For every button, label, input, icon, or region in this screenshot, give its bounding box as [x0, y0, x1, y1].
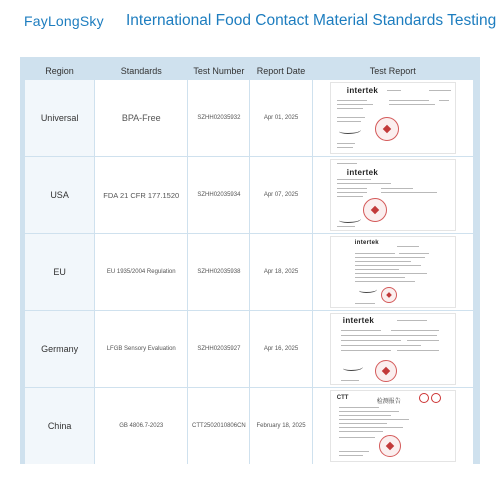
approval-stamp-icon — [375, 360, 397, 382]
standard-cell: FDA 21 CFR 177.1520 — [95, 157, 187, 233]
test-number-cell: SZHH02035938 — [188, 234, 249, 310]
test-number-cell: SZHH02035934 — [188, 157, 249, 233]
standard-cell: LFGB Sensory Evaluation — [95, 311, 187, 387]
column-header-test-number: Test Number — [188, 62, 249, 79]
table-header-row — [25, 62, 473, 79]
report-date-cell: Apr 16, 2025 — [250, 311, 311, 387]
approval-stamp-icon — [363, 198, 387, 222]
intertek-logo: intertek — [354, 240, 379, 246]
test-number-cell: CTT2502010806CN — [188, 388, 249, 464]
test-report-cell — [313, 388, 473, 464]
intertek-logo: intertek — [346, 168, 379, 177]
report-date-cell: February 18, 2025 — [250, 388, 311, 464]
test-report-thumbnail[interactable] — [330, 159, 456, 231]
ilac-mark-icon — [419, 393, 429, 403]
region-cell: USA — [25, 157, 94, 233]
test-report-cell — [313, 157, 473, 233]
page-header — [0, 0, 500, 50]
test-number-cell: SZHH02035927 — [188, 311, 249, 387]
intertek-logo: intertek — [342, 316, 375, 325]
table-row — [25, 234, 473, 310]
cma-mark-icon — [431, 393, 441, 403]
test-report-thumbnail[interactable] — [330, 390, 456, 462]
standards-table-frame — [20, 57, 480, 464]
column-header-test-report: Test Report — [313, 62, 473, 79]
column-header-region: Region — [25, 62, 94, 79]
column-header-standards: Standards — [95, 62, 187, 79]
table-row — [25, 388, 473, 464]
test-report-thumbnail[interactable] — [330, 313, 456, 385]
region-cell: Universal — [25, 80, 94, 156]
test-report-thumbnail[interactable] — [330, 82, 456, 154]
test-report-thumbnail[interactable] — [330, 236, 456, 308]
approval-stamp-icon — [381, 287, 397, 303]
test-report-cell — [313, 234, 473, 310]
column-header-report-date: Report Date — [250, 62, 311, 79]
test-report-cell — [313, 80, 473, 156]
table-row — [25, 311, 473, 387]
approval-stamp-icon — [379, 435, 401, 457]
report-date-cell: Apr 18, 2025 — [250, 234, 311, 310]
standards-table — [24, 61, 474, 465]
report-heading: 检测报告 — [376, 399, 401, 405]
intertek-logo: intertek — [346, 86, 379, 95]
report-date-cell: Apr 01, 2025 — [250, 80, 311, 156]
region-cell: China — [25, 388, 94, 464]
table-row — [25, 80, 473, 156]
approval-stamp-icon — [375, 117, 399, 141]
table-row — [25, 157, 473, 233]
page-title: International Food Contact Material Standards Testing — [126, 12, 497, 29]
standard-cell: BPA-Free — [95, 80, 187, 156]
ctt-logo: CTT — [336, 395, 349, 401]
standard-cell: EU 1935/2004 Regulation — [95, 234, 187, 310]
report-date-cell: Apr 07, 2025 — [250, 157, 311, 233]
test-number-cell: SZHH02035932 — [188, 80, 249, 156]
standard-cell: GB 4806.7-2023 — [95, 388, 187, 464]
brand-name: FayLongSky — [24, 13, 104, 29]
region-cell: EU — [25, 234, 94, 310]
test-report-cell — [313, 311, 473, 387]
region-cell: Germany — [25, 311, 94, 387]
